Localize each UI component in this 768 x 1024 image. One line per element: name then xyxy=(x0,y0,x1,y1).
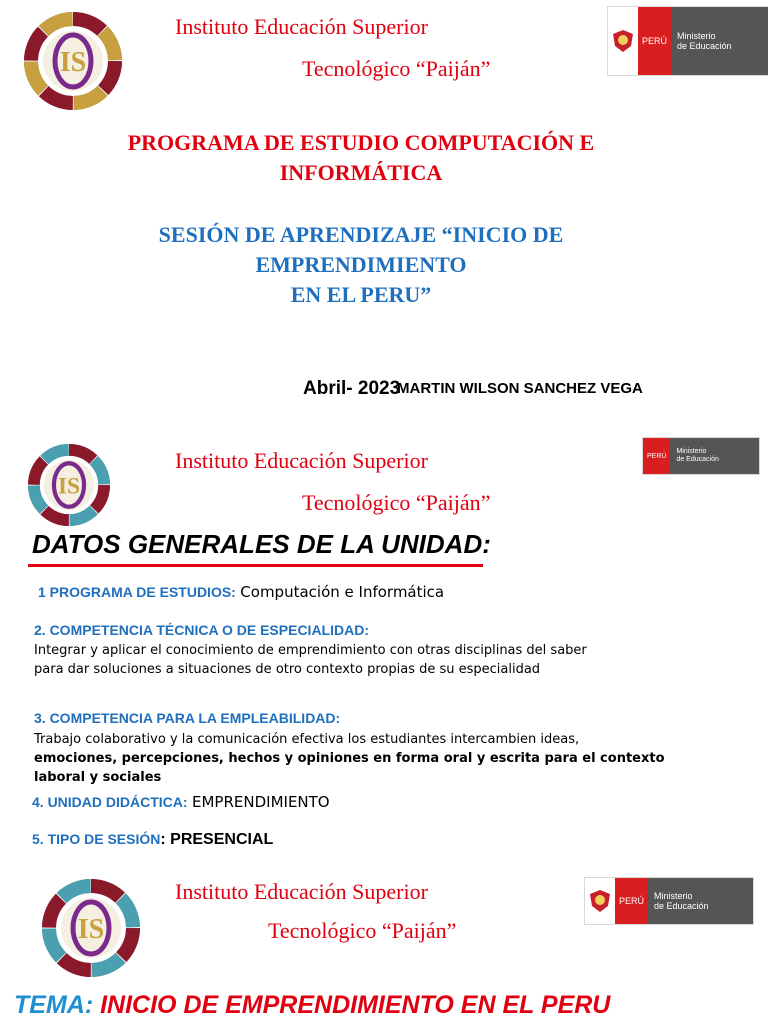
item-program: 1 PROGRAMA DE ESTUDIOS: Computación e Informática xyxy=(38,583,445,601)
peru-label: PERÚ xyxy=(643,438,670,474)
item-technical-text: Integrar y aplicar el conocimiento de emprendimiento con otras disciplinas del saber para dar soluciones a situaciones de otro contexto propias de su especialidad xyxy=(34,643,587,677)
institute-name-line1: Instituto Educación Superior xyxy=(175,879,428,904)
peru-shield-icon xyxy=(585,886,615,916)
section-heading: DATOS GENERALES DE LA UNIDAD: xyxy=(32,529,491,559)
slide-3 xyxy=(0,865,768,1024)
program-title: PROGRAMA DE ESTUDIO COMPUTACIÓN E INFORMÁTICA xyxy=(127,130,595,185)
topic-title: TEMA: INICIO DE EMPRENDIMIENTO EN EL PERU xyxy=(14,991,611,1019)
institute-name-line2: Tecnológico “Paiján” xyxy=(268,918,457,943)
ministry-logo xyxy=(584,877,754,925)
item-employability-text: Trabajo colaborativo y la comunicación efectiva los estudiantes intercambien ideas, emociones, percepciones, hechos y opiniones en forma oral y escrita para el contexto laboral y sociales xyxy=(34,732,665,785)
slide-2 xyxy=(0,415,768,865)
session-date: Abril- 2023 xyxy=(303,378,401,399)
ministry-text: Ministerio de Educación xyxy=(671,7,768,75)
item-session-type: 5. TIPO DE SESIÓN: PRESENCIAL xyxy=(32,831,274,848)
svg-text:IS: IS xyxy=(57,473,81,500)
institute-gear-logo xyxy=(14,439,124,531)
teacher-name: MARTIN WILSON SANCHEZ VEGA xyxy=(397,380,643,397)
ministry-text: Ministerio de Educación xyxy=(648,878,753,924)
ministry-logo xyxy=(607,6,768,76)
institute-gear-logo xyxy=(8,6,138,116)
session-title: SESIÓN DE APRENDIZAJE “INICIO DE EMPRENDIMIENTO EN EL PERU” xyxy=(158,222,564,307)
item-employability-label: 3. COMPETENCIA PARA LA EMPLEABILIDAD: xyxy=(34,710,341,726)
heading-underline xyxy=(28,564,483,567)
svg-text:IS: IS xyxy=(77,914,105,945)
peru-shield-icon xyxy=(608,26,638,56)
institute-name-line1: Instituto Educación Superior xyxy=(175,448,428,473)
institute-name-line1: Instituto Educación Superior xyxy=(175,14,428,39)
institute-name-line2: Tecnológico “Paiján” xyxy=(302,56,491,81)
item-technical-label: 2. COMPETENCIA TÉCNICA O DE ESPECIALIDAD: xyxy=(34,622,369,638)
item-didactic-unit: 4. UNIDAD DIDÁCTICA: EMPRENDIMIENTO xyxy=(32,793,330,811)
peru-label: PERÚ xyxy=(615,878,648,924)
institute-gear-logo xyxy=(26,873,156,983)
slide-1 xyxy=(0,0,768,415)
svg-text:IS: IS xyxy=(59,47,87,78)
ministry-text: Ministerio de Educación xyxy=(670,438,759,474)
ministry-logo xyxy=(642,437,760,475)
peru-label: PERÚ xyxy=(638,7,671,75)
institute-name-line2: Tecnológico “Paiján” xyxy=(302,490,491,515)
